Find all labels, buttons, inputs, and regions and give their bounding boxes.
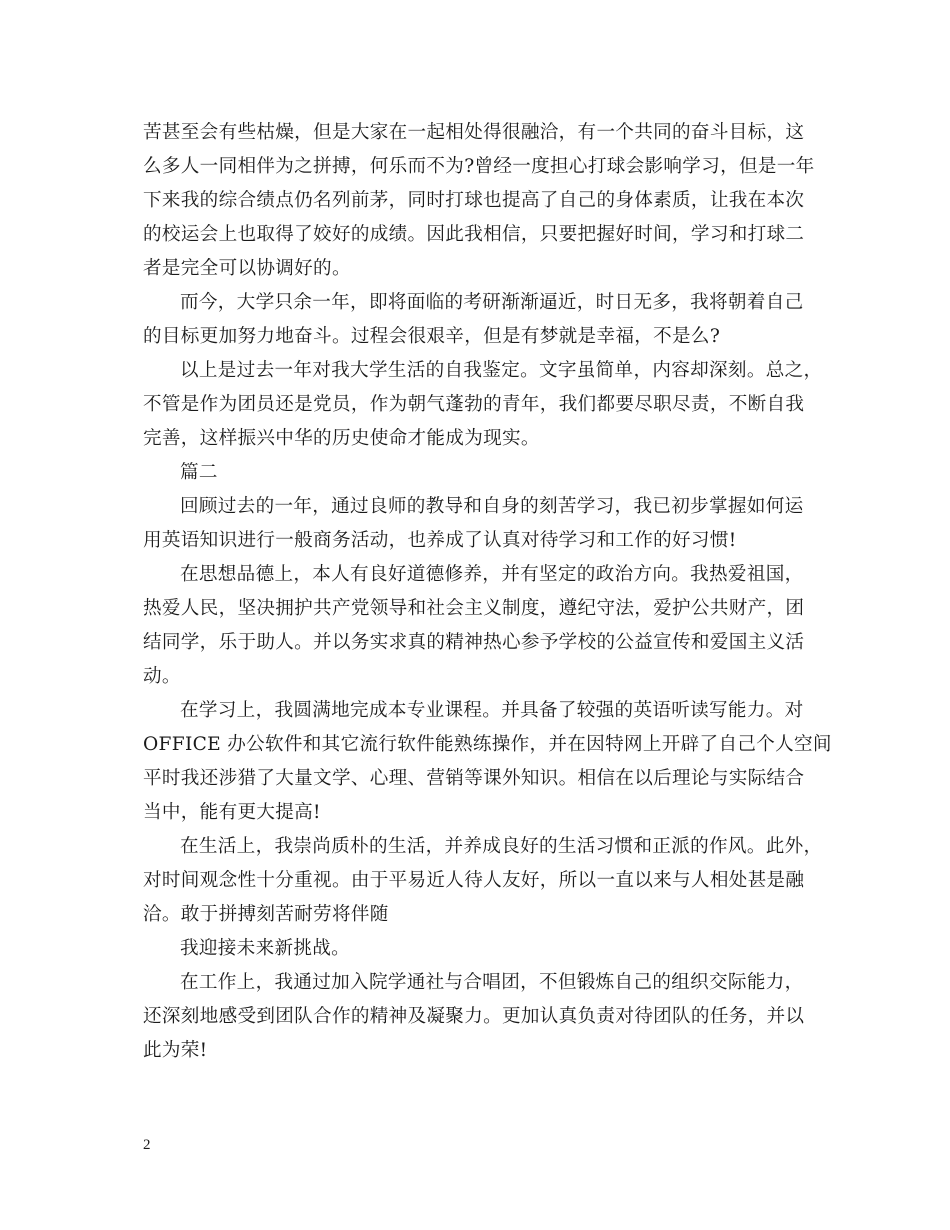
- text-line: 此为荣!: [143, 1040, 208, 1061]
- section-heading: 篇二: [180, 462, 218, 483]
- text-line: 洽。敢于拼搏刻苦耐劳将伴随: [143, 904, 389, 925]
- text-line: 在思想品德上，本人有良好道德修养，并有坚定的政治方向。我热爱祖国，: [180, 564, 804, 585]
- text-line: 对时间观念性十分重视。由于平易近人待人友好，所以一直以来与人相处甚是融: [143, 870, 805, 891]
- text-line: 的目标更加努力地奋斗。过程会很艰辛，但是有梦就是幸福，不是么?: [143, 326, 721, 347]
- text-line: 用英语知识进行一般商务活动，也养成了认真对待学习和工作的好习惯!: [143, 530, 737, 551]
- text-line: 而今，大学只余一年，即将面临的考研渐渐逼近，时日无多，我将朝着自己: [180, 292, 804, 313]
- text-line: 还深刻地感受到团队合作的精神及凝聚力。更加认真负责对待团队的任务，并以: [143, 1006, 805, 1027]
- text-line: 苦甚至会有些枯燥，但是大家在一起相处得很融洽，有一个共同的奋斗目标，这: [143, 122, 805, 143]
- text-line: 热爱人民，坚决拥护共产党领导和社会主义制度，遵纪守法，爱护公共财产，团: [143, 598, 805, 619]
- text-line: 者是完全可以协调好的。: [143, 258, 351, 279]
- text-line: 下来我的综合绩点仍名列前茅，同时打球也提高了自己的身体素质，让我在本次: [143, 190, 805, 211]
- text-line: 当中，能有更大提高!: [143, 802, 321, 823]
- text-line: 动。: [143, 666, 181, 687]
- text-line: 我迎接未来新挑战。: [180, 938, 351, 959]
- text-line: 结同学，乐于助人。并以务实求真的精神热心参予学校的公益宣传和爱国主义活: [143, 632, 805, 653]
- text-line: 在学习上，我圆满地完成本专业课程。并具备了较强的英语听读写能力。对: [180, 700, 804, 721]
- text-line: 么多人一同相伴为之拼搏，何乐而不为?曾经一度担心打球会影响学习，但是一年: [143, 156, 815, 177]
- text-line: 回顾过去的一年，通过良师的教导和自身的刻苦学习，我已初步掌握如何运: [180, 496, 804, 517]
- text-line: 不管是作为团员还是党员，作为朝气蓬勃的青年，我们都要尽职尽责，不断自我: [143, 394, 805, 415]
- text-line: OFFICE 办公软件和其它流行软件能熟练操作，并在因特网上开辟了自己个人空间: [143, 734, 832, 755]
- text-line: 在工作上，我通过加入院学通社与合唱团，不但锻炼自己的组织交际能力，: [180, 972, 804, 993]
- page-number: 2: [143, 1137, 151, 1153]
- text-line: 在生活上，我崇尚质朴的生活，并养成良好的生活习惯和正派的作风。此外，: [180, 836, 823, 857]
- text-line: 以上是过去一年对我大学生活的自我鉴定。文字虽简单，内容却深刻。总之，: [180, 360, 823, 381]
- text-line: 完善，这样振兴中华的历史使命才能成为现实。: [143, 428, 540, 449]
- text-line: 平时我还涉猎了大量文学、心理、营销等课外知识。相信在以后理论与实际结合: [143, 768, 805, 789]
- document-body: [143, 116, 832, 1068]
- text-line: 的校运会上也取得了姣好的成绩。因此我相信，只要把握好时间，学习和打球二: [143, 224, 805, 245]
